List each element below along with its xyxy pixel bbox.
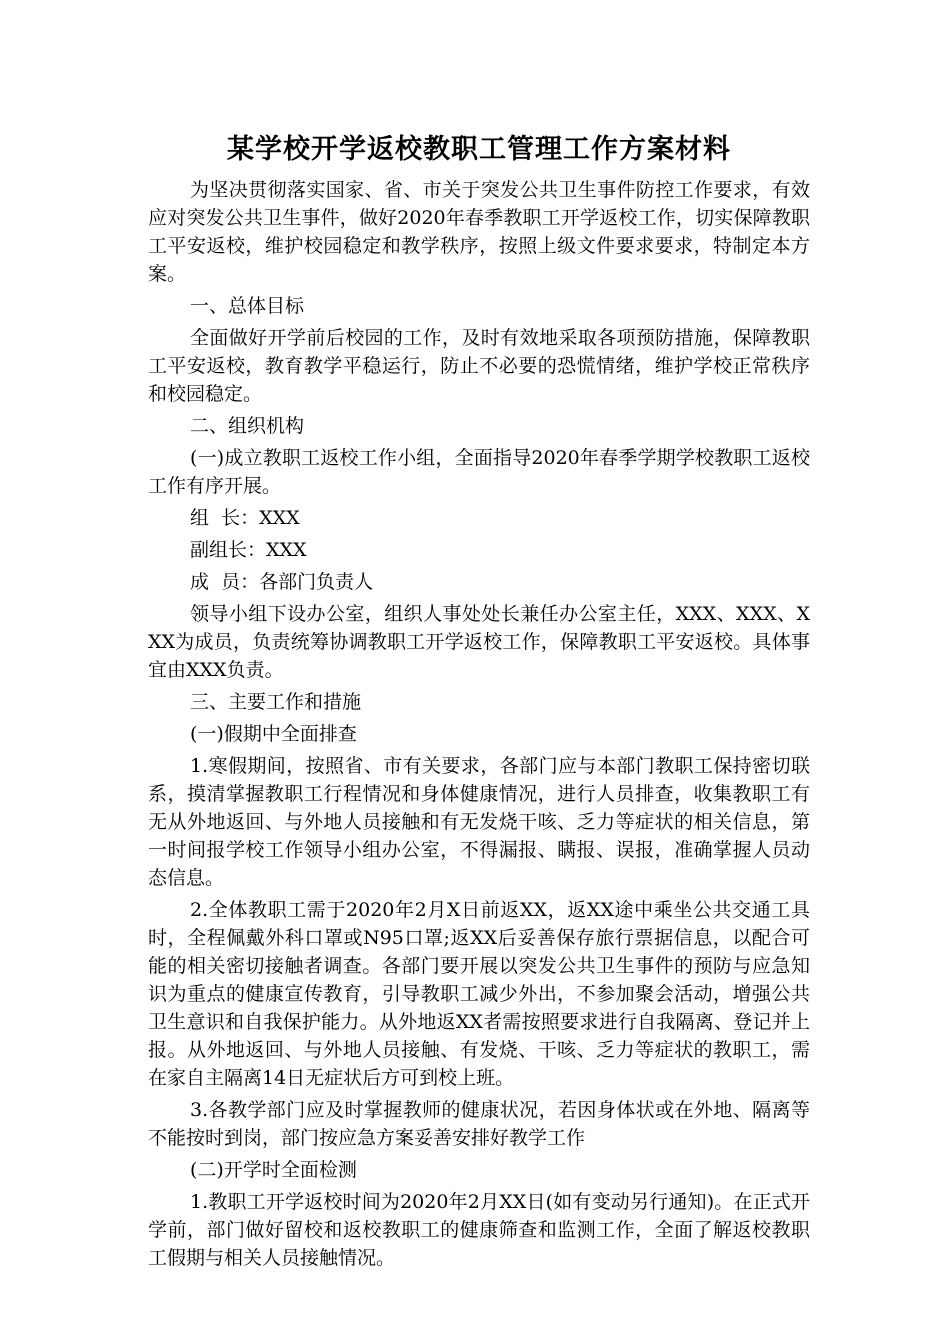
office-paragraph: 领导小组下设办公室，组织人事处处长兼任办公室主任，XXX、XXX、XXX为成员，负责统筹协调教职工开学返校工作，保障教职工平安返校。具体事宜由XXX负责。: [148, 603, 810, 681]
testing-paragraph-1: 1.教职工开学返校时间为2020年2月XX日(如有变动另行通知)。在正式开学前，部门做好留校和返校教职工的健康筛查和监测工作，全面了解返校教职工假期与相关人员接触情况。: [148, 1191, 810, 1269]
organization-paragraph: (一)成立教职工返校工作小组，全面指导2020年春季学期学校教职工返校工作有序开展。: [148, 447, 810, 497]
section-heading-organization: 二、组织机构: [190, 415, 305, 437]
subsection-heading-screening: (一)假期中全面排查: [190, 723, 357, 745]
intro-paragraph: 为坚决贯彻落实国家、省、市关于突发公共卫生事件防控工作要求，有效应对突发公共卫生事件，做好2020年春季教职工开学返校工作，切实保障教职工平安返校，维护校园稳定和教学秩序，按照上级文件要求要求，特制定本方案。: [148, 179, 810, 285]
subsection-heading-testing: (二)开学时全面检测: [190, 1159, 357, 1181]
measure-paragraph-3: 3.各教学部门应及时掌握教师的健康状况，若因身体状或在外地、隔离等不能按时到岗，部门按应急方案妥善安排好教学工作: [148, 1099, 810, 1149]
goals-paragraph: 全面做好开学前后校园的工作，及时有效地采取各项预防措施，保障教职工平安返校，教育教学平稳运行，防止不必要的恐慌情绪，维护学校正常秩序和校园稳定。: [148, 327, 810, 405]
deputy-leader-line: 副组长：XXX: [190, 539, 307, 561]
document-title: 某学校开学返校教职工管理工作方案材料: [227, 134, 731, 165]
group-leader-line: 组 长：XXX: [190, 507, 300, 529]
measure-paragraph-1: 1.寒假期间，按照省、市有关要求，各部门应与本部门教职工保持密切联系，摸清掌握教职工行程情况和身体健康情况，进行人员排查，收集教职工有无从外地返回、与外地人员接触和有无发烧干咳、乏力等症状的相关信息，第一时间报学校工作领导小组办公室，不得漏报、瞒报、误报，准确掌握人员动态信息。: [148, 755, 810, 889]
measure-paragraph-2: 2.全体教职工需于2020年2月X日前返XX，返XX途中乘坐公共交通工具时，全程佩戴外科口罩或N95口罩;返XX后妥善保存旅行票据信息，以配合可能的相关密切接触者调查。各部门要开展以突发公共卫生事件的预防与应急知识为重点的健康宣传教育，引导教职工减少外出，不参加聚会活动，增强公共卫生意识和自我保护能力。从外地返XX者需按照要求进行自我隔离、登记并上报。从外地返回、与外地人员接触、有发烧、干咳、乏力等症状的教职工，需在家自主隔离14日无症状后方可到校上班。: [148, 899, 810, 1089]
document-page: [148, 130, 810, 1272]
section-heading-goals: 一、总体目标: [190, 295, 305, 317]
section-heading-measures: 三、主要工作和措施: [190, 691, 362, 713]
members-line: 成 员：各部门负责人: [190, 571, 374, 593]
